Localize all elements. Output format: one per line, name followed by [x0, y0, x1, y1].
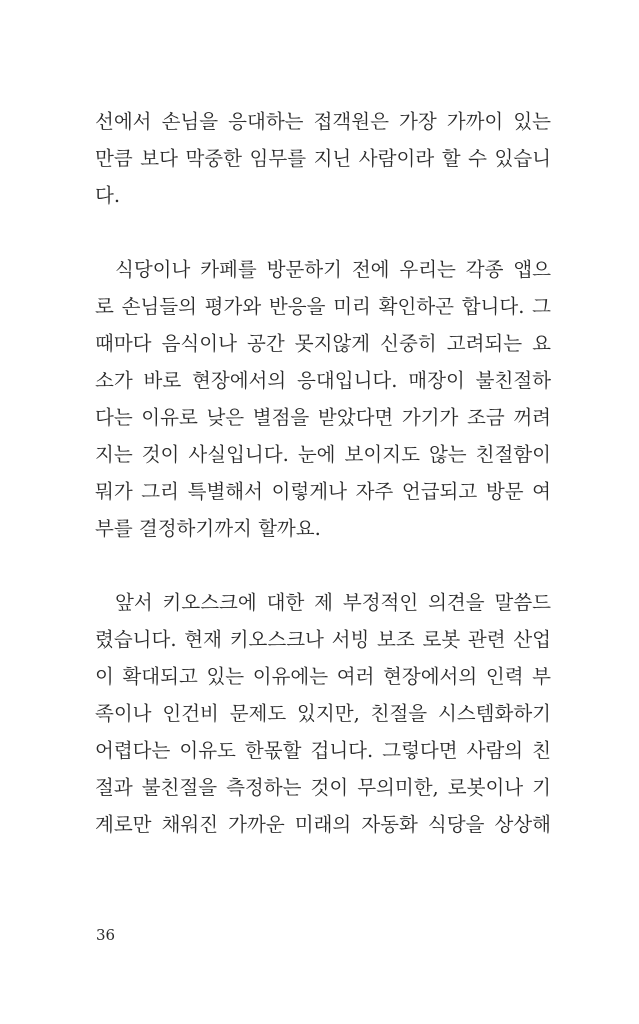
text-line: 절과 불친절을 측정하는 것이 무의미한, 로봇이나 기 — [95, 776, 551, 799]
text-line: 앞서 키오스크에 대한 제 부정적인 의견을 말씀드 — [115, 591, 551, 614]
text-line: 족이나 인건비 문제도 있지만, 친절을 시스템화하기 — [95, 702, 551, 725]
text-line: 어렵다는 이유도 한몫할 겁니다. 그렇다면 사람의 친 — [95, 739, 551, 762]
text-line: 계로만 채워진 가까운 미래의 자동화 식당을 상상해 — [95, 813, 551, 836]
text-line: 뭐가 그리 특별해서 이렇게나 자주 언급되고 방문 여 — [95, 480, 551, 503]
text-line: 식당이나 카페를 방문하기 전에 우리는 각종 앱으 — [115, 258, 551, 281]
text-line: 지는 것이 사실입니다. 눈에 보이지도 않는 친절함이 — [95, 443, 551, 466]
text-line: 부를 결정하기까지 할까요. — [95, 517, 321, 540]
text-line: 선에서 손님을 응대하는 접객원은 가장 가까이 있는 — [95, 110, 551, 133]
page-number: 36 — [96, 926, 116, 944]
text-line: 소가 바로 현장에서의 응대입니다. 매장이 불친절하 — [95, 369, 551, 392]
text-line: 다. — [95, 184, 121, 207]
text-line: 이 확대되고 있는 이유에는 여러 현장에서의 인력 부 — [95, 665, 551, 688]
text-line: 때마다 음식이나 공간 못지않게 신중히 고려되는 요 — [95, 332, 551, 355]
text-line: 로 손님들의 평가와 반응을 미리 확인하곤 합니다. 그 — [95, 295, 551, 318]
text-line: 만큼 보다 막중한 임무를 지닌 사람이라 할 수 있습니 — [95, 147, 551, 170]
text-line: 렸습니다. 현재 키오스크나 서빙 보조 로봇 관련 산업 — [95, 628, 551, 651]
text-line: 다는 이유로 낮은 별점을 받았다면 가기가 조금 꺼려 — [95, 406, 551, 429]
